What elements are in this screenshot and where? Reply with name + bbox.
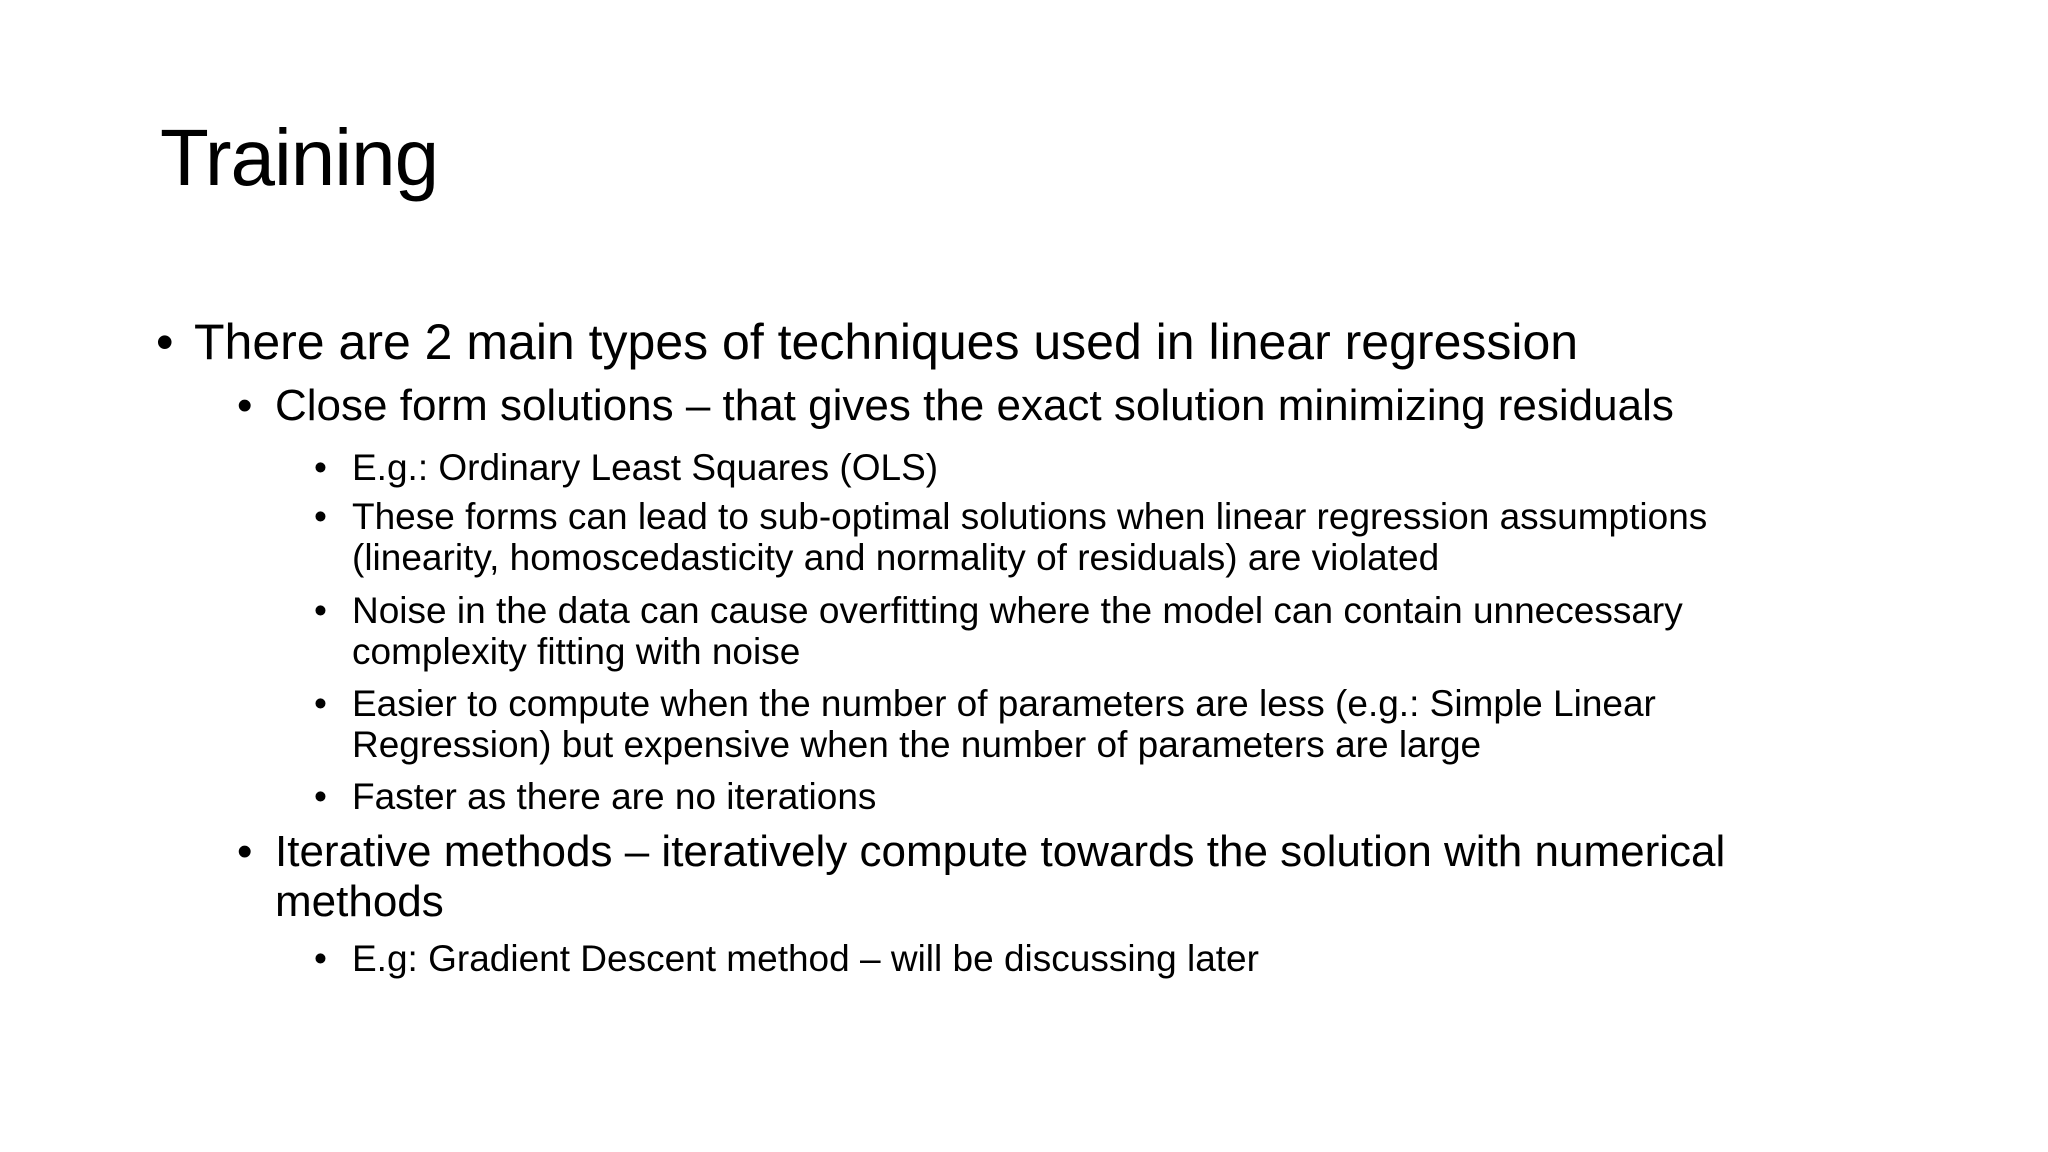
bullet-level2-closed-form [237,381,1977,431]
bullet-text: E.g.: Ordinary Least Squares (OLS) [352,447,939,488]
bullet-text: There are 2 main types of techniques used in linear regression [194,314,1579,370]
bullet-dot: • [237,381,253,430]
bullet-text: Noise in the data can cause overfitting where the model can contain unnecessary complexity fitting with noise [352,590,1683,672]
bullet-dot: • [314,447,327,488]
bullet-level3-compute [314,683,1794,765]
bullet-dot: • [314,590,327,631]
bullet-level3-ols [314,447,1914,488]
bullet-text: Close form solutions – that gives the exact solution minimizing residuals [275,381,1674,430]
slide-title: Training [160,113,439,202]
bullet-text: E.g: Gradient Descent method – will be discussing later [352,938,1259,979]
bullet-level2-iterative [237,827,1897,927]
bullet-dot: • [314,496,327,537]
bullet-level1-techniques [156,312,1916,372]
bullet-level3-faster [314,776,1914,817]
bullet-dot: • [314,938,327,979]
bullet-dot: • [156,314,174,370]
bullet-text: These forms can lead to sub-optimal solutions when linear regression assumptions (linearity, homoscedasticity and normality of residuals) are violated [352,496,1708,578]
bullet-text: Iterative methods – iteratively compute towards the solution with numerical methods [275,827,1726,926]
bullet-text: Faster as there are no iterations [352,776,877,817]
bullet-dot: • [314,776,327,817]
bullet-level3-suboptimal [314,496,1834,578]
bullet-dot: • [314,683,327,724]
bullet-dot: • [237,827,253,876]
bullet-text: Easier to compute when the number of parameters are less (e.g.: Simple Linear Regression) but expensive when the number of parameters are large [352,683,1656,765]
bullet-level3-noise [314,590,1834,672]
bullet-level3-gradient-descent [314,938,1914,979]
